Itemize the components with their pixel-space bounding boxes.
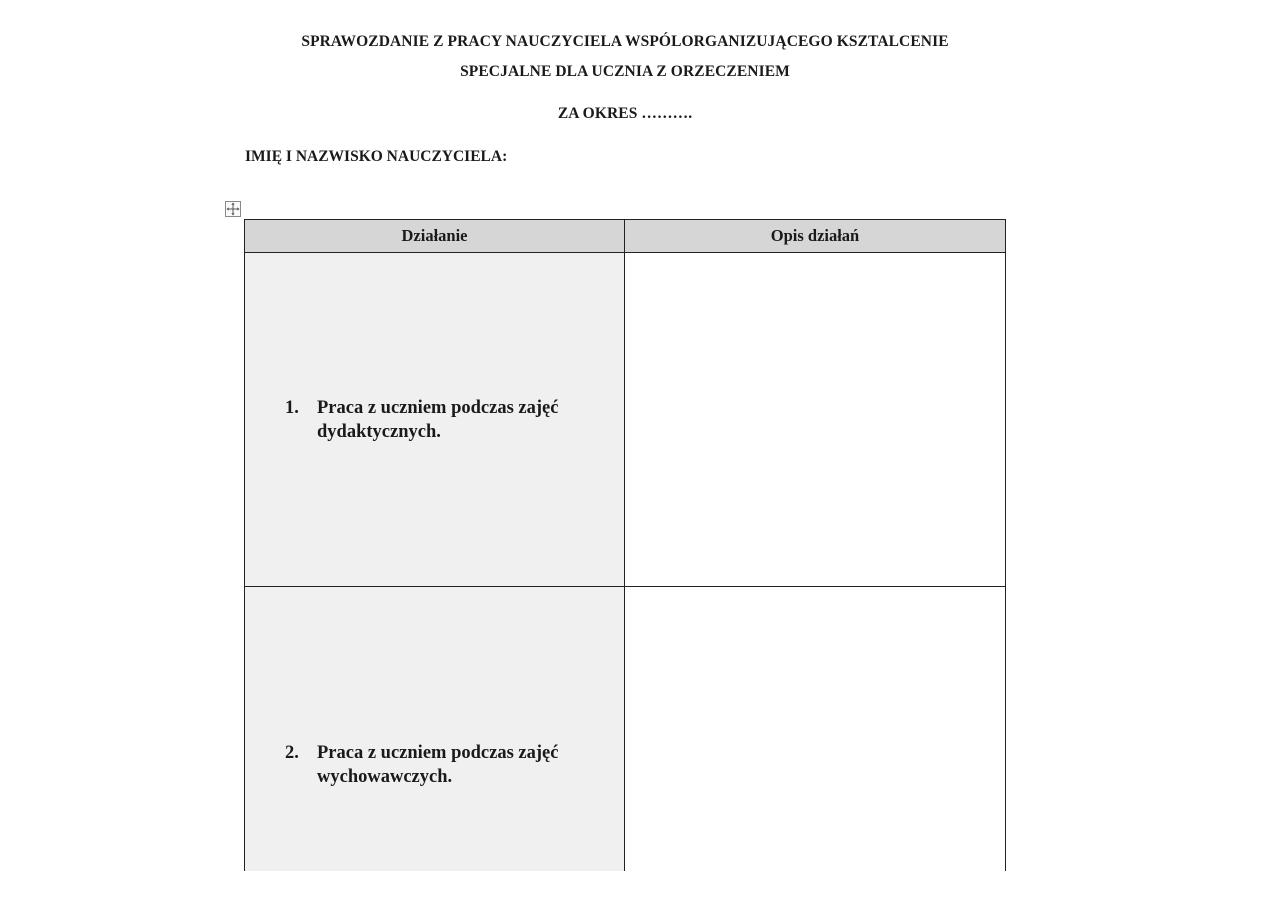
description-cell[interactable] (625, 253, 1006, 587)
table-header-row (245, 220, 1006, 253)
document-title-line-2: SPECJALNE DLA UCZNIA Z ORZECZENIEM (460, 63, 790, 80)
table-row (245, 253, 1006, 587)
list-item (245, 396, 624, 444)
item-number: 2. (285, 743, 299, 763)
action-text: Praca z uczniem podczas zajęć dydaktycznych. (317, 397, 559, 442)
report-period: ZA OKRES ………. (557, 105, 693, 122)
header-action: Działanie (245, 220, 625, 253)
list-item (245, 741, 624, 789)
action-cell[interactable] (245, 587, 625, 888)
action-text: Praca z uczniem podczas zajęć wychowawczych. (317, 743, 559, 787)
document-title-line-1: SPRAWOZDANIE Z PRACY NAUCZYCIELA WSPÓLORGANIZUJĄCEGO KSZTALCENIE (301, 33, 949, 50)
header-description: Opis działań (625, 220, 1006, 253)
item-number: 1. (285, 397, 299, 418)
action-cell[interactable] (245, 253, 625, 587)
teacher-name-label: IMIĘ I NAZWISKO NAUCZYCIELA: (245, 148, 508, 165)
description-cell[interactable] (625, 587, 1006, 888)
page-bottom-margin (0, 871, 1280, 905)
report-table (244, 219, 1006, 888)
move-arrows-icon[interactable] (225, 201, 241, 217)
table-row (245, 587, 1006, 888)
